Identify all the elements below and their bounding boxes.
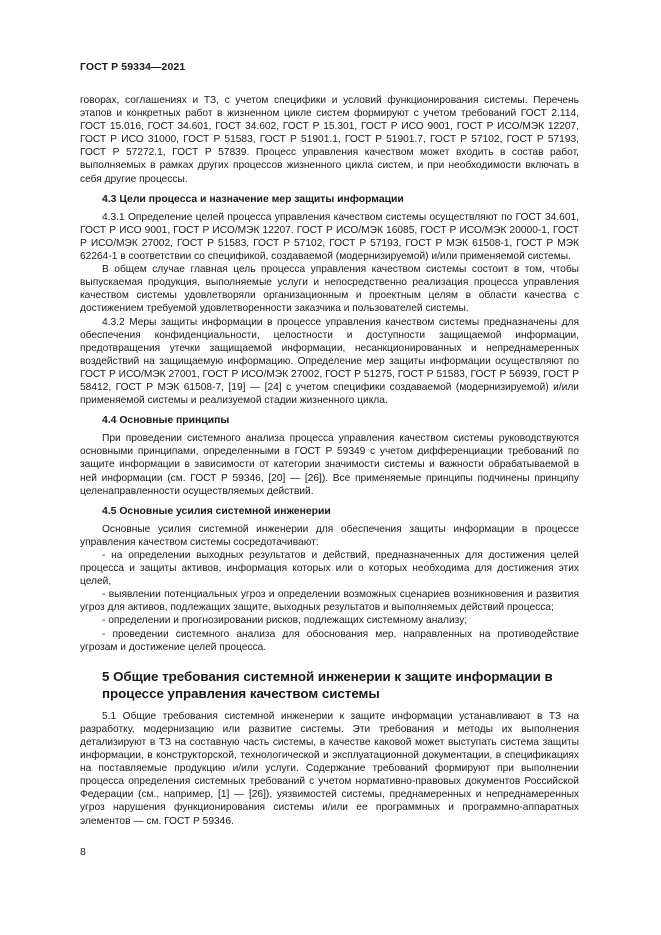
- list-item: - проведении системного анализа для обоснования мер, направленных на противодействие угрозам и достижение целей процесса.: [80, 628, 579, 653]
- paragraph-4-3-2: 4.3.2 Меры защиты информации в процессе управления качеством системы предназначены для обеспечения конфиденциальности, целостности и доступности защищаемой информации, предотвращения утечки защищаемой информации, несанкционированных и непреднамеренных воздействий на защищаемую информацию. Определение мер защиты информации осуществляют по ГОСТ Р ИСО/МЭК 27001, ГОСТ Р ИСО/МЭК 27002, ГОСТ Р 51275, ГОСТ Р 51583, ГОСТ Р 56939, ГОСТ Р 58412, ГОСТ Р МЭК 61508-7, [19] — [24] с учетом специфики создаваемой (модернизируемой) и/или применяемой системы и реализуемой стадии жизненного цикла.: [80, 316, 579, 407]
- list-item: - определении и прогнозировании рисков, подлежащих системному анализу;: [102, 615, 468, 627]
- document-code-header: ГОСТ Р 59334—2021: [80, 61, 186, 73]
- paragraph-4-3-general: В общем случае главная цель процесса управления качеством системы состоит в том, чтобы выпускаемая продукция, выполняемые услуги и непосредственно реализация процесса управления качеством системы удовлетворяли организационным и проектным целям в области качества с достижением требуемой удовлетворенности заказчика и пользователей системы.: [80, 264, 579, 315]
- intro-paragraph: говорах, соглашениях и ТЗ, с учетом специфики и условий функционирования системы. Перечень этапов и конкретных работ в жизненном цикле систем формируют с учетом требований ГОСТ 2.114, ГОСТ 15.016, ГОСТ 34.601, ГОСТ 34.602, ГОСТ Р 15.301, ГОСТ Р ИСО 9001, ГОСТ Р ИСО/МЭК 12207, ГОСТ Р ИСО 31000, ГОСТ Р 51583, ГОСТ Р 51901.1, ГОСТ Р 51901.7, ГОСТ Р 57102, ГОСТ Р 57193, ГОСТ Р 57272.1, ГОСТ Р 57839. Процесс управления качеством может входить в состав работ, выполняемых в рамках других процессов жизненного цикла систем, и при необходимости включать в себя другие процессы.: [80, 95, 579, 185]
- paragraph-5-1: 5.1 Общие требования системной инженерии к защите информации устанавливают в ТЗ на разработку, модернизацию или развитие системы. Эти требования и методы их выполнения детализируют в ТЗ на составную часть системы, в качестве каковой может выступать система защиты информации, в конструкторской, технологической и эксплуатационной документации, в спецификациях на поставляемые продукцию и/или услуги. Содержание требований формируют при выполнении процесса определения системных требований с учетом нормативно-правовых документов Российской Федерации (см., например, [1] — [26]), уязвимостей системы, преднамеренных и непреднамеренных угроз нарушения функционирования системы и/или ее программных и программно-аппаратных элементов — см. ГОСТ Р 59346.: [80, 710, 579, 827]
- paragraph-4-4: При проведении системного анализа процесса управления качеством системы руководствуются основными принципами, определенными в ГОСТ Р 59349 с учетом дифференциации требований по защите информации в зависимости от категории значимости системы и важности обрабатываемой в ней информации (см. ГОСТ Р 59346, [20] — [26]). Все применяемые принципы подчинены принципу целенаправленности осуществляемых действий.: [80, 433, 579, 497]
- heading-4-3: 4.3 Цели процесса и назначение мер защиты информации: [102, 193, 404, 205]
- document-body: [80, 94, 579, 828]
- paragraph-4-3-1: 4.3.1 Определение целей процесса управления качеством системы осуществляют по ГОСТ 34.601, ГОСТ Р ИСО 9001, ГОСТ Р ИСО/МЭК 12207. ГОСТ Р ИСО/МЭК 16085, ГОСТ Р ИСО/МЭК 20000-1, ГОСТ Р ИСО/МЭК 27002, ГОСТ Р 51583, ГОСТ Р 57102, ГОСТ Р 57193, ГОСТ Р МЭК 61508-1, ГОСТ Р МЭК 62264-1 в соответствии со спецификой, создаваемой (модернизируемой) и/или применяемой системы.: [80, 211, 579, 263]
- page-number: 8: [80, 846, 86, 858]
- list-item: - на определении выходных результатов и действий, предназначенных для достижения целей процесса и защиты активов, информация которых или о которых необходима для достижения этих целей,: [80, 550, 579, 588]
- list-item: - выявлении потенциальных угроз и определении возможных сценариев возникновения и развития угроз для активов, подлежащих защите, выходных результатов и выполняемых действий процесса;: [80, 589, 579, 614]
- heading-section-5: 5 Общие требования системной инженерии к защите информации в процессе управления качеством системы: [102, 668, 553, 701]
- heading-4-4: 4.4 Основные принципы: [102, 415, 230, 427]
- heading-4-5: 4.5 Основные усилия системной инженерии: [102, 505, 331, 517]
- paragraph-4-5-intro: Основные усилия системной инженерии для обеспечения защиты информации в процессе управления качеством системы сосредотачивают:: [80, 523, 579, 548]
